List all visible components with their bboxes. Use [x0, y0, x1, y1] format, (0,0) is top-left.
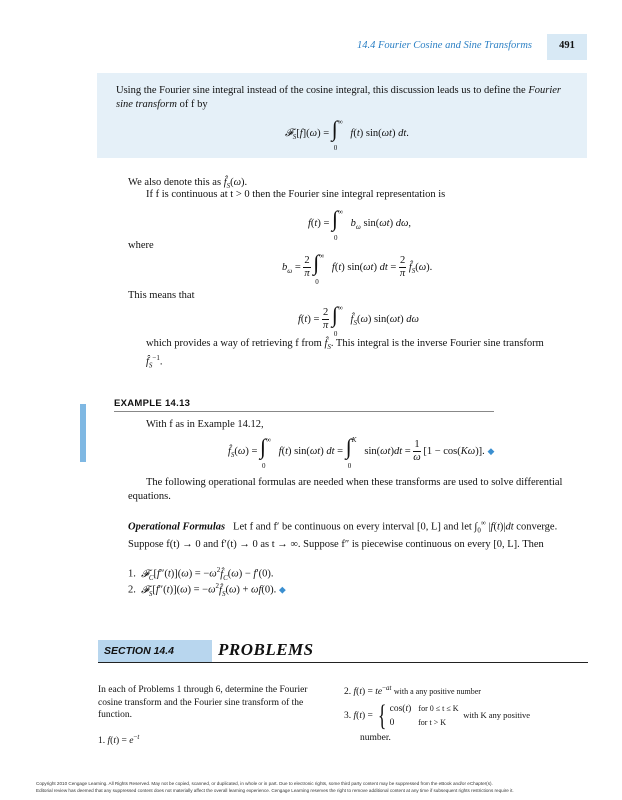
example-rule — [114, 411, 494, 412]
example-label: EXAMPLE 14.13 — [114, 398, 191, 409]
problem-3: 3. f(t) = { cos(t) for 0 ≤ t ≤ K 0 for t > K with K any positive — [344, 699, 531, 732]
b-omega-equation: $b_\omega$ = $\frac{2}{\pi}$ ∫ ∞ 0 f(t) sin(ωt) dt = $\frac{2}{\pi}$ $f̂_S(\omega)$. — [282, 250, 433, 286]
formula-1: 1. 𝓕$_C$[f″(t)](ω) = $-\omega^2f̂_C(\omega) - f'(0)$. — [128, 566, 274, 582]
sine-integral-representation: f(t) = ∫ ∞ 0 $b_\omega$ sin(ωt) dω, — [308, 206, 412, 242]
this-means-text: This means that — [128, 290, 195, 301]
if-continuous-text: If f is continuous at t > 0 then the Fourier sine integral representation is — [146, 189, 446, 200]
section-title: PROBLEMS — [218, 640, 314, 659]
page-number: 491 — [559, 40, 575, 51]
inverse-equation: f(t) = $\frac{2}{\pi}$ ∫ ∞ 0 $f̂_S(\omega)$ sin(ωt) dω — [298, 302, 419, 338]
example-intro: With f as in Example 14.12, — [146, 419, 264, 430]
copyright-line-2: Editorial review has deemed that any suppressed content does not materially affect the overall learning experience. Cengage Learning reserves the right to remove additional content at any time if subsequent rights restrictions require it. — [36, 788, 514, 793]
problem-1: 1. $f(t) = e^{-t}$ — [98, 733, 140, 747]
operational-lead: The following operational formulas are needed when these transforms are used to solve differential equations. — [128, 477, 563, 502]
inverse-symbol: $f̂_S^{-1}$. — [146, 354, 163, 370]
copyright-line-1: Copyright 2010 Cengage Learning. All Rights Reserved. May not be copied, scanned, or duplicated, in whole or in part. Due to electronic rights, some third party content may be suppressed from the eBook and/or eChapter(s). — [36, 781, 493, 786]
example-margin-bar — [80, 404, 86, 462]
formula-2: 2. 𝓕$_S$[f″(t)](ω) = $-\omega^2f̂_S(\omega) + \omega f(0)$. ◆ — [128, 582, 286, 598]
retrieve-text: which provides a way of retrieving f from $f̂_S$. This integral is the inverse Fourier sine transform — [146, 338, 544, 352]
section-label: SECTION 14.4 — [104, 645, 175, 657]
sine-transform-definition: 𝓕$_S$[f](ω) = ∫ ∞ 0 f(t) sin(ωt) dt. — [285, 116, 409, 152]
definition-text: Using the Fourier sine integral instead of the cosine integral, this discussion leads us to define the Fourier sine transform of f by — [116, 85, 562, 110]
example-equation: $f̂_S(\omega)$ = ∫ ∞ 0 f(t) sin(ωt) dt = ∫ K 0 sin(ωt)dt = $\frac{1}{\omega}$ [1 − cos(Kω)]. ◆ — [228, 434, 495, 470]
also-denote-text: We also denote this as $f̂_S(\omega)$. — [128, 177, 248, 191]
problem-3-cont: number. — [360, 733, 391, 743]
end-diamond-icon: ◆ — [487, 446, 495, 456]
problems-intro: In each of Problems 1 through 6, determine the Fourier cosine transform and the Fourier sine transform of the function. — [98, 685, 308, 720]
problem-2: 2. $f(t) = te^{-at}$ with a any positive number — [344, 684, 481, 698]
end-diamond-icon-2: ◆ — [278, 584, 286, 595]
running-header: 14.4 Fourier Cosine and Sine Transforms — [356, 40, 532, 51]
section-rule — [98, 662, 588, 663]
operational-text: Operational Formulas Let f and f′ be continuous on every interval [0, L] and let $\int_0^\infty$ |f(t)|dt converge. Suppose f(t) → 0 and f′(t) → 0 as t → ∞. Suppose f″ is piecewise continuous on every [0, L]. Then — [128, 519, 558, 550]
where-text: where — [128, 240, 154, 251]
